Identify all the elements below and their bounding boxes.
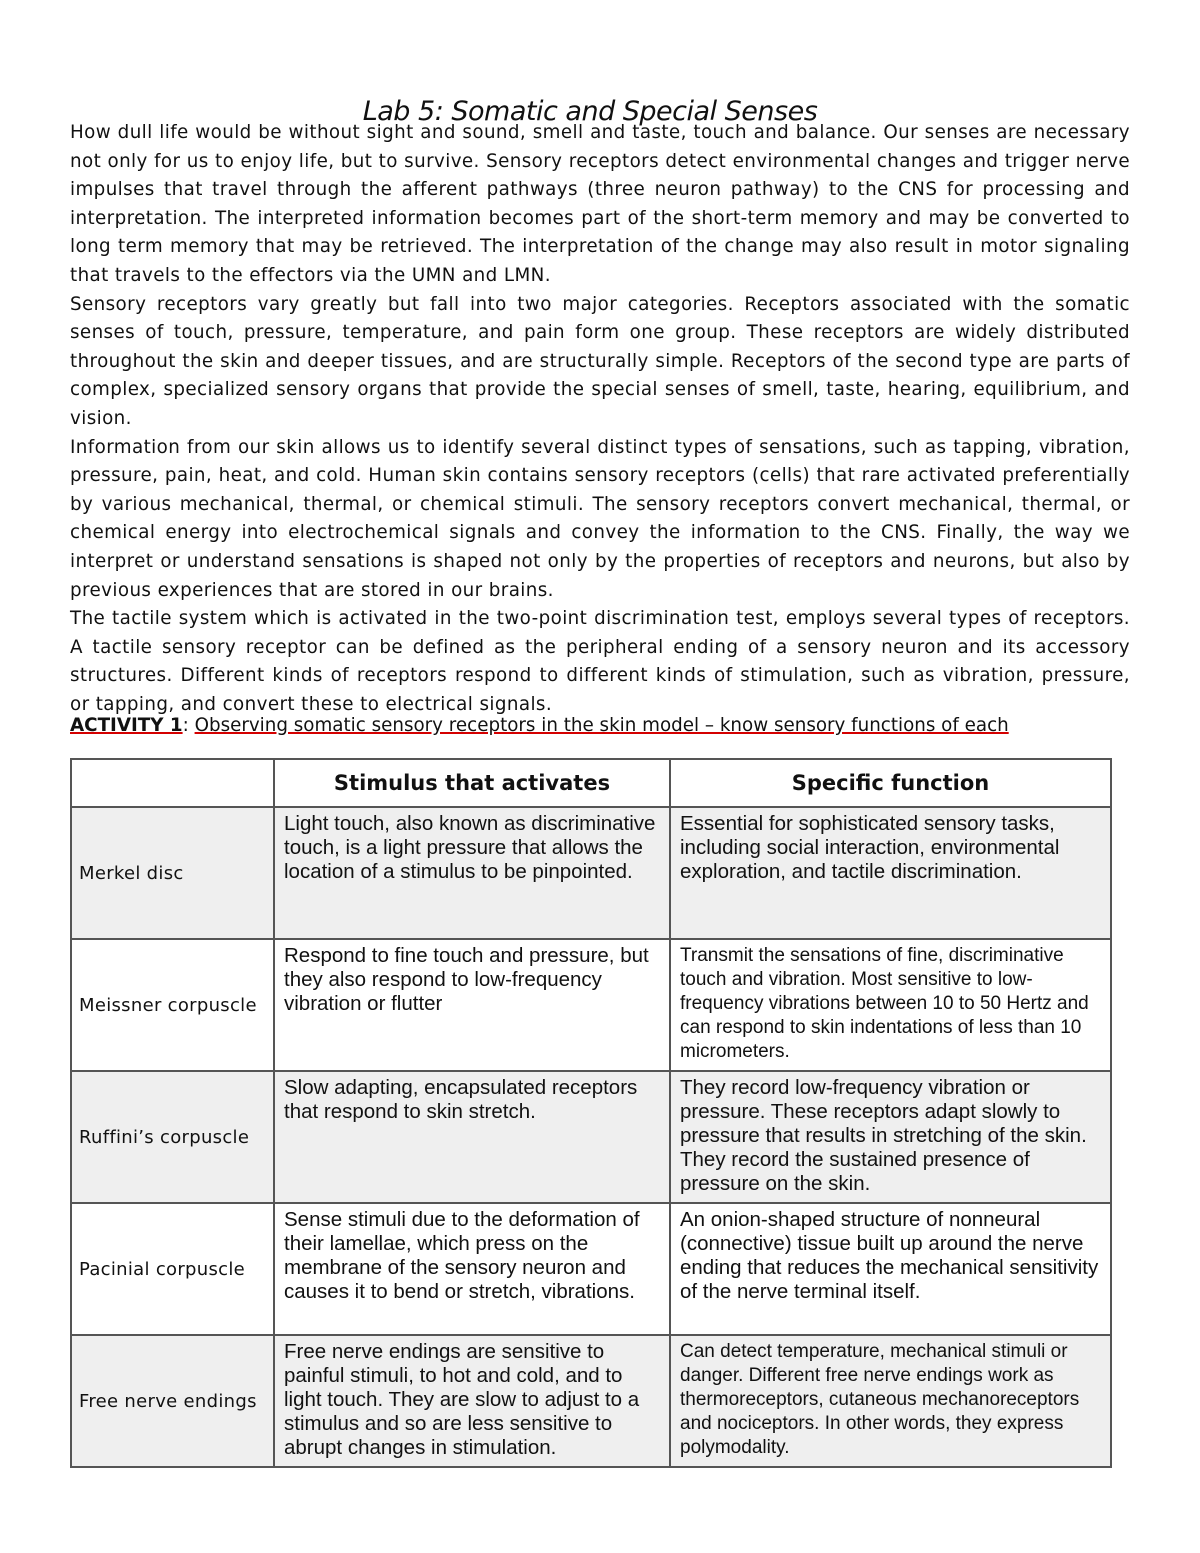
stimulus-cell: Sense stimuli due to the deformation of their lamellae, which press on the membrane of the sensory neuron and causes it to bend or stretch, vibrations. [274, 1203, 670, 1335]
table-header-row [71, 759, 1111, 807]
stimulus-cell: Respond to fine touch and pressure, but they also respond to low-frequency vibration or flutter [274, 939, 670, 1071]
paragraph-receptor-categories: Sensory receptors vary greatly but fall into two major categories. Receptors associated with the somatic senses of touch, pressure, temperature, and pain form one group. These receptors are widely distributed throughout the skin and deeper tissues, and are structurally simple. Receptors of the second type are parts of complex, specialized sensory organs that provide the special senses of smell, taste, hearing, equilibrium, and vision. [70, 293, 1130, 429]
stimulus-cell: Free nerve endings are sensitive to painful stimuli, to hot and cold, and to light touch. They are slow to adjust to a stimulus and so are less sensitive to abrupt changes in stimulation. [274, 1335, 670, 1467]
activity-separator: : [182, 715, 195, 736]
activity-description: Observing somatic sensory receptors in the skin model – know sensory functions of each [194, 715, 1009, 736]
receptor-name: Ruffini’s corpuscle [71, 1071, 274, 1203]
receptor-name: Free nerve endings [71, 1335, 274, 1467]
header-stimulus: Stimulus that activates [274, 759, 670, 807]
table-row-ruffini-corpuscle [71, 1071, 1111, 1203]
stimulus-cell: Slow adapting, encapsulated receptors that respond to skin stretch. [274, 1071, 670, 1203]
header-blank [71, 759, 274, 807]
table-row-free-nerve-endings [71, 1335, 1111, 1467]
function-cell: Essential for sophisticated sensory tasks, including social interaction, environmental exploration, and tactile discrimination. [670, 807, 1111, 939]
receptor-table [70, 758, 1112, 1468]
function-cell: They record low-frequency vibration or pressure. These receptors adapt slowly to pressure that results in stretching of the skin. They record the sustained presence of pressure on the skin. [670, 1071, 1111, 1203]
table-row-meissner-corpuscle [71, 939, 1111, 1071]
paragraph-senses: How dull life would be without sight and sound, smell and taste, touch and balance. Our senses are necessary not only for us to enjoy life, but to survive. Sensory receptors detect environmental changes and trigger nerve impulses that travel through the afferent pathways (three neuron pathway) to the CNS for processing and interpretation. The interpreted information becomes part of the short-term memory and may be converted to long term memory that may be retrieved. The interpretation of the change may also result in motor signaling that travels to the effectors via the UMN and LMN. [70, 122, 1130, 286]
table-row-merkel-disc [71, 807, 1111, 939]
receptor-name: Pacinial corpuscle [71, 1203, 274, 1335]
paragraph-skin-information: Information from our skin allows us to identify several distinct types of sensations, such as tapping, vibration, pressure, pain, heat, and cold. Human skin contains sensory receptors (cells) that rare activated preferentially by various mechanical, thermal, or chemical stimuli. The sensory receptors convert mechanical, thermal, or chemical energy into electrochemical signals and convey the information to the CNS. Finally, the way we interpret or understand sensations is shaped not only by the properties of receptors and neurons, but also by previous experiences that are stored in our brains. [70, 436, 1130, 601]
receptor-name: Meissner corpuscle [71, 939, 274, 1071]
activity-label: ACTIVITY 1 [70, 715, 183, 736]
stimulus-cell: Light touch, also known as discriminative touch, is a light pressure that allows the location of a stimulus to be pinpointed. [274, 807, 670, 939]
page-title: Lab 5: Somatic and Special Senses [362, 96, 818, 128]
table-row-pacinial-corpuscle [71, 1203, 1111, 1335]
function-cell: Can detect temperature, mechanical stimuli or danger. Different free nerve endings work as thermoreceptors, cutaneous mechanoreceptors and nociceptors. In other words, they express polymodality. [670, 1335, 1111, 1467]
function-cell: An onion-shaped structure of nonneural (connective) tissue built up around the nerve ending that reduces the mechanical sensitivity of the nerve terminal itself. [670, 1203, 1111, 1335]
receptor-name: Merkel disc [71, 807, 274, 939]
intro-text [70, 119, 1130, 719]
header-function: Specific function [670, 759, 1111, 807]
paragraph-tactile-system: The tactile system which is activated in the two-point discrimination test, employs several types of receptors. A tactile sensory receptor can be defined as the peripheral ending of a sensory neuron and its accessory structures. Different kinds of receptors respond to different kinds of stimulation, such as vibration, pressure, or tapping, and convert these to electrical signals. [70, 608, 1130, 715]
activity-heading [70, 712, 1140, 740]
function-cell: Transmit the sensations of fine, discriminative touch and vibration. Most sensitive to low-frequency vibrations between 10 to 50 Hertz and can respond to skin indentations of less than 10 micrometers. [670, 939, 1111, 1071]
